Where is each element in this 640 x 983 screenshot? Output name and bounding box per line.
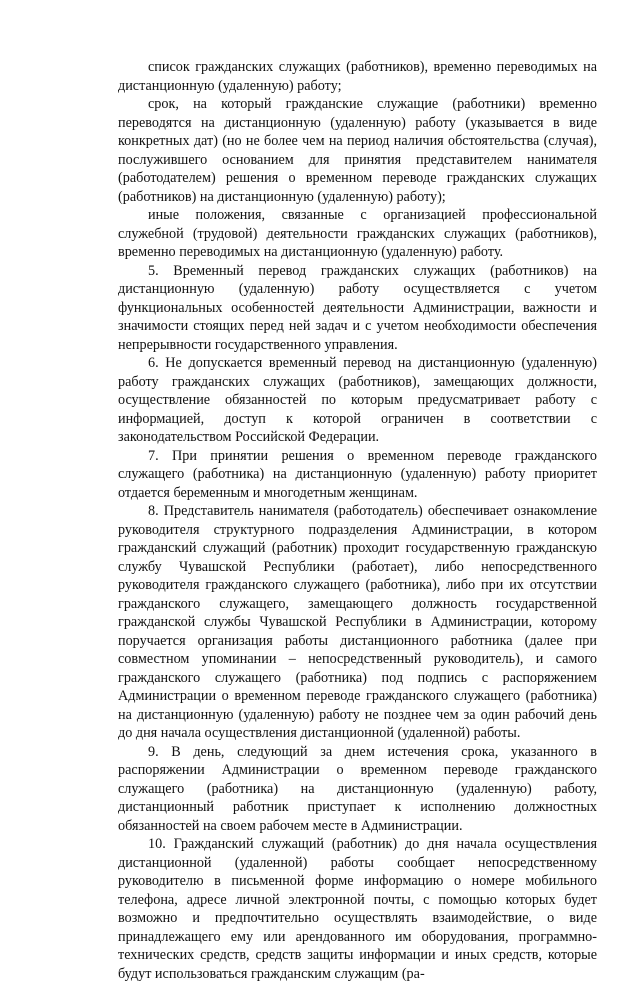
paragraph-clause-8: 8. Представитель нанимателя (работодатель) обеспечивает ознакомление руководителя структурного подразделения Администрации, в котором гражданский служащий (работник) проходит государственную гражданскую службу Чувашской Республики (работает), либо непосредственного руководителя гражданского служащего (работника), либо при их отсутствии гражданского служащего, замещающего должность государственной гражданской службы Чувашской Республики в Администрации, которому поручается организация работы дистанционного работника (далее при совместном упоминании – непосредственный руководитель), и самого гражданского служащего (работника) под подпись с распоряжением Администрации о временном переводе гражданского служащего (работника) на дистанционную (удаленную) работу не позднее чем за один рабочий день до дня начала осуществления дистанционной (удаленной) работы.: [118, 503, 597, 741]
paragraph-transfer-term: срок, на который гражданские служащие (работники) временно переводятся на дистанционную (удаленную) работу (указывается в виде конкретных дат) (но не более чем на период наличия обстоятельства (случая), послужившего основанием для принятия представителем нанимателя (работодателем) решения о временном переводе гражданских служащих (работников) на дистанционную (удаленную) работу);: [118, 96, 597, 205]
paragraph-clause-6: 6. Не допускается временный перевод на дистанционную (удаленную) работу гражданских служащих (работников), замещающих должности, осуществление обязанностей по которым предусматривает работу с информацией, доступ к которой ограничен в соответствии с законодательством Российской Федерации.: [118, 355, 597, 445]
paragraph-employee-list: список гражданских служащих (работников), временно переводимых на дистанционную (удаленную) работу;: [118, 59, 597, 94]
paragraph-clause-5: 5. Временный перевод гражданских служащих (работников) на дистанционную (удаленную) работу осуществляется с учетом функциональных особенностей деятельности Администрации, важности и значимости стоящих перед ней задач и с учетом необходимости обеспечения непрерывности государственного управления.: [118, 262, 597, 353]
paragraph-other-provisions: иные положения, связанные с организацией профессиональной служебной (трудовой) деятельности гражданских служащих (работников), временно переводимых на дистанционную (удаленную) работу.: [118, 207, 597, 260]
document-body: [118, 58, 597, 983]
paragraph-clause-7: 7. При принятии решения о временном переводе гражданского служащего (работника) на дистанционную (удаленную) работу приоритет отдается беременным и многодетным женщинам.: [118, 447, 597, 501]
paragraph-clause-9: 9. В день, следующий за днем истечения срока, указанного в распоряжении Администрации о временном переводе гражданского служащего (работника) на дистанционную (удаленную) работу, дистанционный работник приступает к исполнению должностных обязанностей на своем рабочем месте в Администрации.: [118, 743, 597, 834]
paragraph-clause-10: 10. Гражданский служащий (работник) до дня начала осуществления дистанционной (удаленной) работы сообщает непосредственному руководителю в письменной форме информацию о номере мобильного телефона, адресе личной электронной почты, с помощью которых будет возможно и предпочтительно осуществлять взаимодействие, о виде принадлежащего ему или арендованного им оборудования, программно-технических средств, средств защиты информации и иных средств, которые будут использоваться гражданским служащим (ра-: [118, 836, 597, 982]
